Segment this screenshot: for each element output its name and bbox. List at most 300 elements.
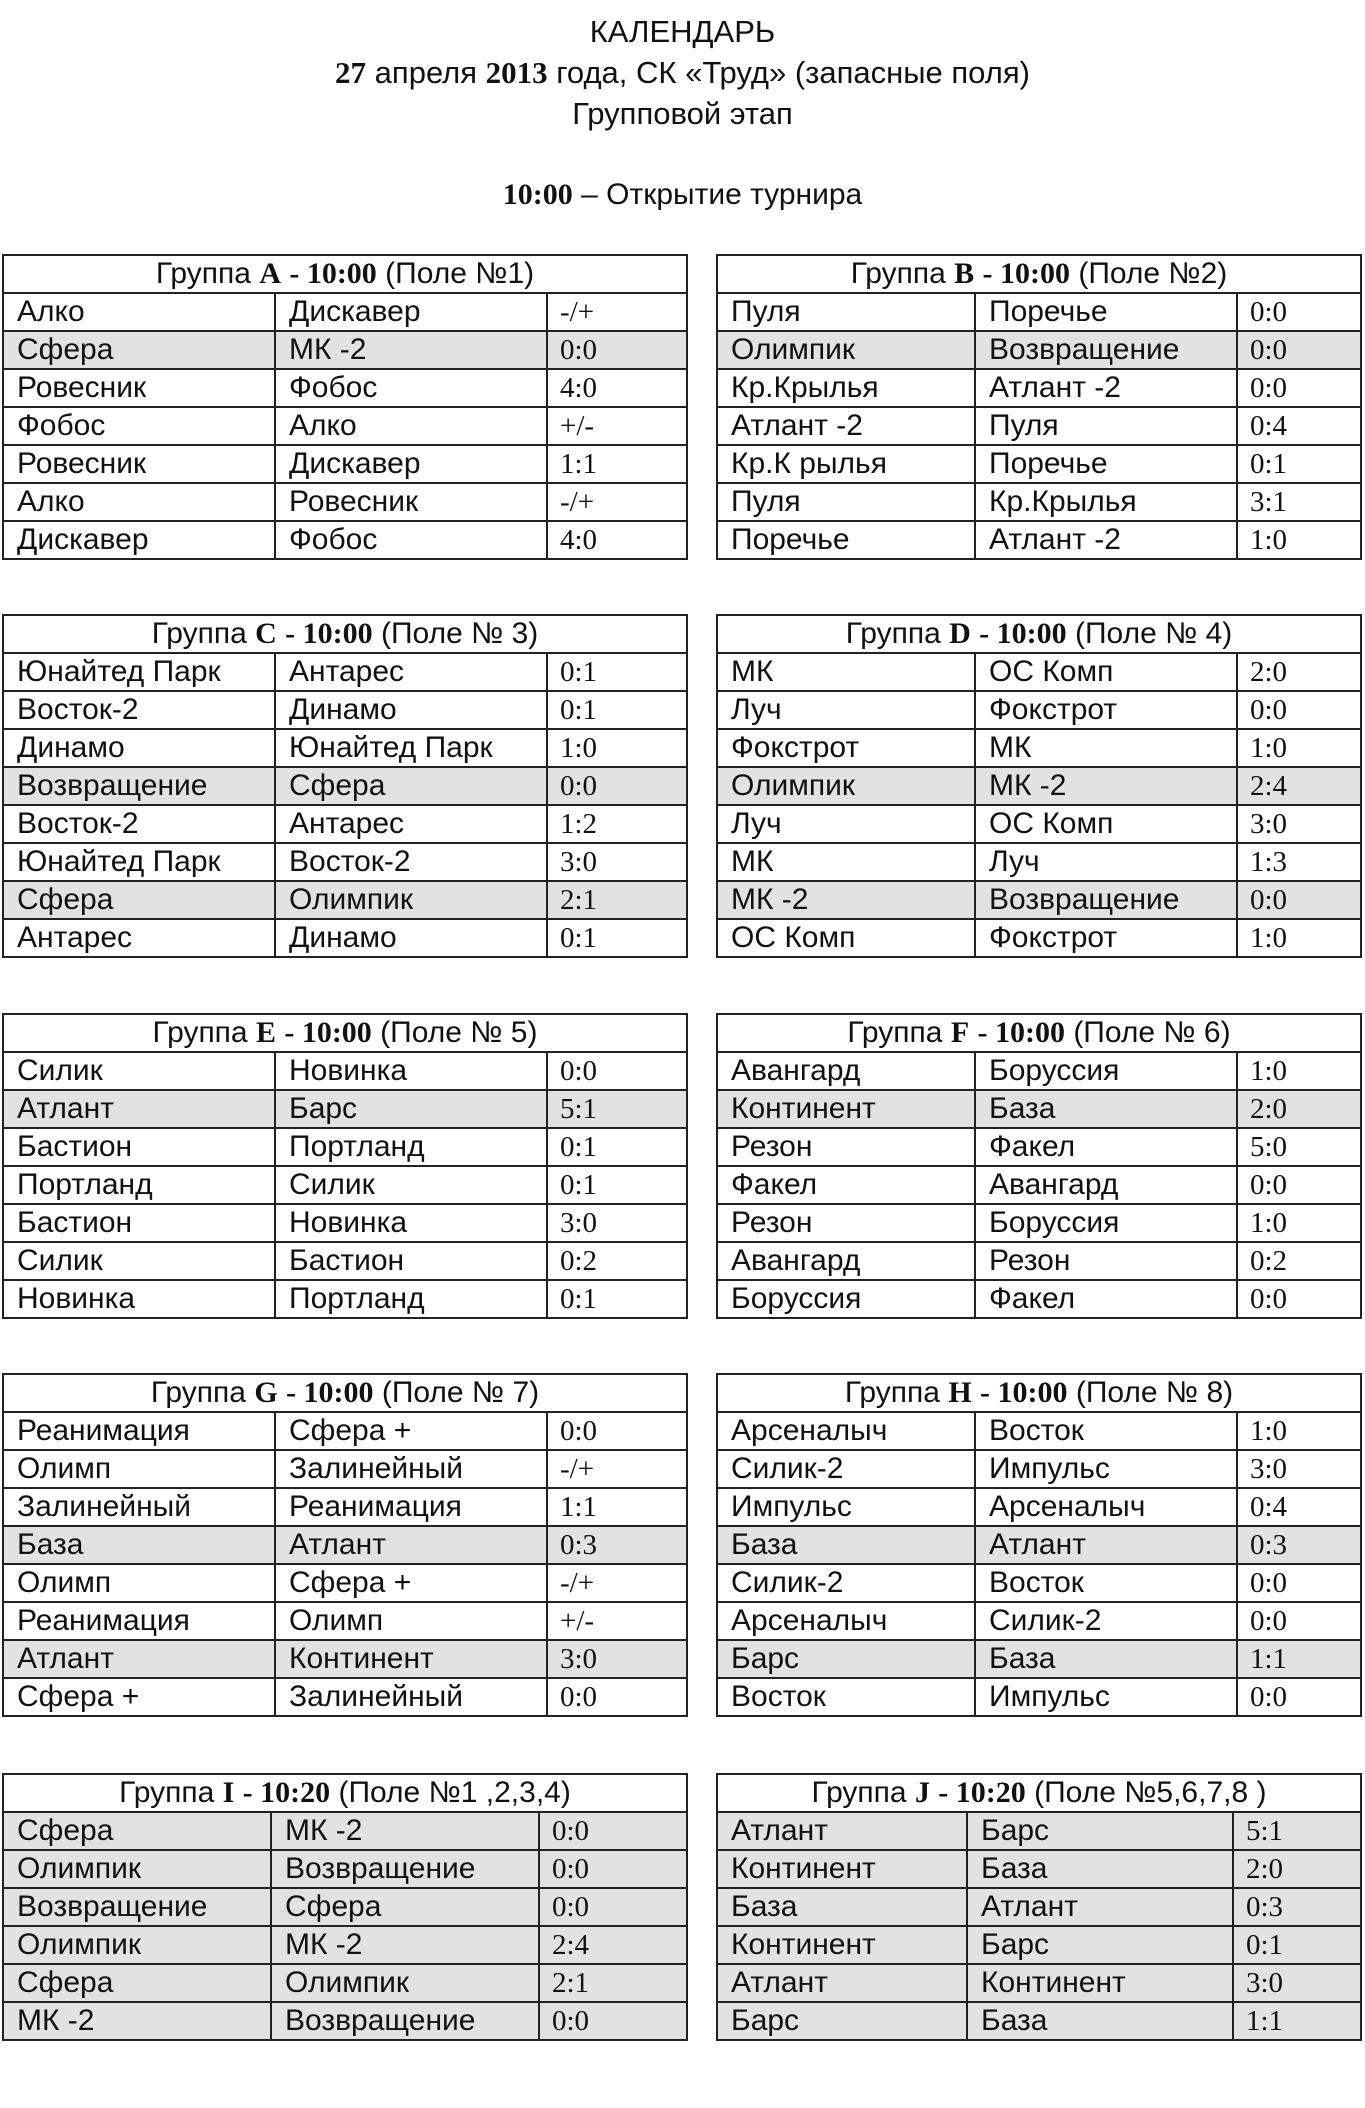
team-home-cell: Динамо <box>3 729 275 767</box>
match-row <box>3 1052 687 1090</box>
team-away-cell: Континент <box>967 1964 1233 2002</box>
score-cell: 0:0 <box>547 1412 687 1450</box>
team-home-cell: Бастион <box>3 1128 275 1166</box>
team-home-cell: Олимпик <box>717 331 975 369</box>
team-home-cell: Дискавер <box>3 521 275 559</box>
team-home-cell: Олимпик <box>717 767 975 805</box>
team-away-cell: Пуля <box>975 407 1237 445</box>
team-home-cell: Луч <box>717 805 975 843</box>
team-home-cell: Олимпик <box>3 1850 271 1888</box>
match-row <box>3 407 687 445</box>
match-row <box>717 1412 1361 1450</box>
score-cell: 0:0 <box>1237 293 1361 331</box>
team-away-cell: Новинка <box>275 1204 547 1242</box>
team-home-cell: Атлант <box>3 1640 275 1678</box>
match-row <box>717 767 1361 805</box>
team-home-cell: Ровесник <box>3 445 275 483</box>
match-row <box>717 919 1361 957</box>
group-table-b <box>716 254 1362 560</box>
team-away-cell: Дискавер <box>275 293 547 331</box>
group-table-e <box>2 1013 688 1319</box>
team-home-cell: МК -2 <box>717 881 975 919</box>
match-row <box>3 691 687 729</box>
team-away-cell: ОС Комп <box>975 805 1237 843</box>
score-cell: 0:0 <box>539 1888 687 1926</box>
score-cell: -/+ <box>547 1564 687 1602</box>
team-home-cell: Боруссия <box>717 1280 975 1318</box>
team-home-cell: Поречье <box>717 521 975 559</box>
team-away-cell: Возвращение <box>271 1850 539 1888</box>
match-row <box>3 653 687 691</box>
match-row <box>3 805 687 843</box>
score-cell: -/+ <box>547 293 687 331</box>
group-title <box>717 1014 1361 1052</box>
score-cell: 0:2 <box>547 1242 687 1280</box>
score-cell: -/+ <box>547 1450 687 1488</box>
group-prefix: Группа <box>151 617 247 650</box>
group-title <box>717 1374 1361 1412</box>
score-cell: 0:4 <box>1237 407 1361 445</box>
team-away-cell: Атлант -2 <box>975 521 1237 559</box>
match-row <box>717 843 1361 881</box>
group-table-d <box>716 614 1362 958</box>
team-away-cell: Восток <box>975 1564 1237 1602</box>
team-home-cell: Возвращение <box>3 1888 271 1926</box>
match-row <box>3 293 687 331</box>
team-home-cell: Атлант <box>717 1964 967 2002</box>
team-away-cell: Фокстрот <box>975 919 1237 957</box>
group-title <box>3 255 687 293</box>
team-home-cell: Портланд <box>3 1166 275 1204</box>
group-field: (Поле №2) <box>1078 257 1228 290</box>
team-home-cell: Барс <box>717 2002 967 2040</box>
score-cell: 0:1 <box>547 1166 687 1204</box>
match-row <box>3 1812 687 1850</box>
group-field: (Поле № 3) <box>380 617 539 650</box>
team-away-cell: Антарес <box>275 805 547 843</box>
group-time: - 10:00 <box>284 1016 372 1049</box>
score-cell: 0:0 <box>1237 1166 1361 1204</box>
team-away-cell: Восток <box>975 1412 1237 1450</box>
group-field: (Поле №1 ,2,3,4) <box>338 1776 571 1809</box>
score-cell: +/- <box>547 407 687 445</box>
score-cell: 5:0 <box>1237 1128 1361 1166</box>
team-away-cell: Залинейный <box>275 1450 547 1488</box>
group-letter: F <box>950 1016 970 1049</box>
team-away-cell: Динамо <box>275 691 547 729</box>
team-away-cell: Портланд <box>275 1280 547 1318</box>
match-row <box>3 1926 687 1964</box>
group-prefix: Группа <box>811 1776 907 1809</box>
match-row <box>3 919 687 957</box>
match-row <box>3 1412 687 1450</box>
team-home-cell: Сфера <box>3 1964 271 2002</box>
match-row <box>3 483 687 521</box>
score-cell: 5:1 <box>547 1090 687 1128</box>
group-title <box>717 255 1361 293</box>
team-home-cell: Континент <box>717 1926 967 1964</box>
match-row <box>717 331 1361 369</box>
score-cell: 2:4 <box>1237 767 1361 805</box>
team-away-cell: МК -2 <box>975 767 1237 805</box>
match-row <box>717 1850 1361 1888</box>
venue: года, СК «Труд» (запасные поля) <box>556 55 1030 90</box>
team-home-cell: Арсеналыч <box>717 1602 975 1640</box>
score-cell: 0:3 <box>1237 1526 1361 1564</box>
team-home-cell: Сфера + <box>3 1678 275 1716</box>
team-away-cell: Авангард <box>975 1166 1237 1204</box>
team-home-cell: Атлант <box>717 1812 967 1850</box>
match-row <box>3 1488 687 1526</box>
match-row <box>3 1964 687 2002</box>
team-home-cell: Ровесник <box>3 369 275 407</box>
score-cell: 3:1 <box>1237 483 1361 521</box>
team-away-cell: Боруссия <box>975 1052 1237 1090</box>
group-prefix: Группа <box>155 257 251 290</box>
match-row <box>717 1678 1361 1716</box>
team-home-cell: База <box>3 1526 275 1564</box>
match-row <box>3 1280 687 1318</box>
score-cell: 1:0 <box>1237 1052 1361 1090</box>
score-cell: 3:0 <box>1237 1450 1361 1488</box>
group-title <box>717 1774 1361 1812</box>
team-away-cell: База <box>975 1090 1237 1128</box>
score-cell: 1:1 <box>1233 2002 1361 2040</box>
team-away-cell: Факел <box>975 1128 1237 1166</box>
match-row <box>717 1526 1361 1564</box>
team-away-cell: Фокстрот <box>975 691 1237 729</box>
match-row <box>3 1526 687 1564</box>
group-field: (Поле № 6) <box>1073 1016 1231 1049</box>
group-table-j <box>716 1773 1362 2041</box>
team-away-cell: ОС Комп <box>975 653 1237 691</box>
match-row <box>717 1450 1361 1488</box>
team-away-cell: Кр.Крылья <box>975 483 1237 521</box>
group-table-g <box>2 1373 688 1717</box>
match-row <box>3 331 687 369</box>
score-cell: 3:0 <box>1233 1964 1361 2002</box>
score-cell: 3:0 <box>1237 805 1361 843</box>
team-away-cell: Резон <box>975 1242 1237 1280</box>
score-cell: 2:0 <box>1237 653 1361 691</box>
score-cell: 0:1 <box>547 691 687 729</box>
match-row <box>717 1280 1361 1318</box>
group-letter: I <box>222 1776 235 1809</box>
team-away-cell: Портланд <box>275 1128 547 1166</box>
score-cell: 1:1 <box>547 445 687 483</box>
group-table-i <box>2 1773 688 2041</box>
score-cell: 0:0 <box>547 767 687 805</box>
match-row <box>3 1602 687 1640</box>
score-cell: 0:0 <box>1237 1280 1361 1318</box>
group-table-a <box>2 254 688 560</box>
match-row <box>717 1602 1361 1640</box>
team-away-cell: Реанимация <box>275 1488 547 1526</box>
team-away-cell: Сфера + <box>275 1564 547 1602</box>
score-cell: 1:0 <box>1237 729 1361 767</box>
team-away-cell: МК -2 <box>271 1926 539 1964</box>
team-away-cell: База <box>967 2002 1233 2040</box>
score-cell: 5:1 <box>1233 1812 1361 1850</box>
group-prefix: Группа <box>152 1016 248 1049</box>
group-prefix: Группа <box>150 1376 246 1409</box>
match-row <box>3 1450 687 1488</box>
team-away-cell: Поречье <box>975 293 1237 331</box>
group-title <box>717 615 1361 653</box>
team-home-cell: Факел <box>717 1166 975 1204</box>
group-prefix: Группа <box>844 1376 940 1409</box>
team-home-cell: Возвращение <box>3 767 275 805</box>
match-row <box>3 445 687 483</box>
team-home-cell: Континент <box>717 1850 967 1888</box>
group-prefix: Группа <box>850 257 946 290</box>
opening-time: 10:00 <box>502 178 573 211</box>
team-away-cell: Арсеналыч <box>975 1488 1237 1526</box>
match-row <box>717 1128 1361 1166</box>
score-cell: 2:1 <box>547 881 687 919</box>
team-home-cell: Сфера <box>3 1812 271 1850</box>
score-cell: 4:0 <box>547 521 687 559</box>
group-time: - 10:00 <box>289 257 377 290</box>
team-away-cell: Возвращение <box>271 2002 539 2040</box>
score-cell: 0:0 <box>547 331 687 369</box>
team-home-cell: Пуля <box>717 483 975 521</box>
score-cell: 0:0 <box>547 1678 687 1716</box>
team-home-cell: Юнайтед Парк <box>3 653 275 691</box>
team-home-cell: Сфера <box>3 881 275 919</box>
team-home-cell: Пуля <box>717 293 975 331</box>
score-cell: 1:0 <box>1237 521 1361 559</box>
team-away-cell: Юнайтед Парк <box>275 729 547 767</box>
team-home-cell: Силик <box>3 1052 275 1090</box>
match-row <box>3 1888 687 1926</box>
score-cell: 3:0 <box>547 843 687 881</box>
match-row <box>717 445 1361 483</box>
team-home-cell: Юнайтед Парк <box>3 843 275 881</box>
team-home-cell: Фобос <box>3 407 275 445</box>
score-cell: 0:0 <box>539 1850 687 1888</box>
team-home-cell: Восток-2 <box>3 691 275 729</box>
score-cell: 1:1 <box>1237 1640 1361 1678</box>
match-row <box>3 1204 687 1242</box>
team-home-cell: Кр.Крылья <box>717 369 975 407</box>
match-row <box>3 767 687 805</box>
score-cell: 1:0 <box>1237 919 1361 957</box>
match-row <box>717 729 1361 767</box>
team-away-cell: Олимп <box>275 1602 547 1640</box>
group-table-f <box>716 1013 1362 1319</box>
group-field: (Поле №1) <box>385 257 535 290</box>
score-cell: 0:1 <box>547 1128 687 1166</box>
team-home-cell: Авангард <box>717 1052 975 1090</box>
group-time: - 10:20 <box>938 1776 1026 1809</box>
group-letter: D <box>949 617 971 650</box>
group-title <box>3 1014 687 1052</box>
score-cell: 2:0 <box>1237 1090 1361 1128</box>
team-away-cell: Боруссия <box>975 1204 1237 1242</box>
team-home-cell: Новинка <box>3 1280 275 1318</box>
team-away-cell: Бастион <box>275 1242 547 1280</box>
team-home-cell: Резон <box>717 1128 975 1166</box>
match-row <box>717 1640 1361 1678</box>
team-away-cell: Атлант -2 <box>975 369 1237 407</box>
team-away-cell: Дискавер <box>275 445 547 483</box>
match-row <box>3 1166 687 1204</box>
team-away-cell: Динамо <box>275 919 547 957</box>
match-row <box>3 369 687 407</box>
team-home-cell: Континент <box>717 1090 975 1128</box>
team-away-cell: Континент <box>275 1640 547 1678</box>
group-letter: B <box>954 257 975 290</box>
score-cell: 0:0 <box>1237 1678 1361 1716</box>
team-home-cell: Алко <box>3 293 275 331</box>
team-away-cell: База <box>975 1640 1237 1678</box>
match-row <box>717 293 1361 331</box>
match-row <box>3 1128 687 1166</box>
group-letter: C <box>255 617 277 650</box>
group-time: - 10:00 <box>979 617 1067 650</box>
date-day: 27 <box>335 55 367 90</box>
score-cell: 0:3 <box>547 1526 687 1564</box>
group-field: (Поле № 5) <box>380 1016 538 1049</box>
team-home-cell: ОС Комп <box>717 919 975 957</box>
team-home-cell: Силик-2 <box>717 1450 975 1488</box>
team-away-cell: Силик <box>275 1166 547 1204</box>
team-away-cell: Фобос <box>275 369 547 407</box>
team-home-cell: Олимп <box>3 1564 275 1602</box>
team-away-cell: Луч <box>975 843 1237 881</box>
team-home-cell: Восток-2 <box>3 805 275 843</box>
team-home-cell: Атлант -2 <box>717 407 975 445</box>
team-away-cell: Барс <box>275 1090 547 1128</box>
team-home-cell: Авангард <box>717 1242 975 1280</box>
team-away-cell: Сфера + <box>275 1412 547 1450</box>
team-home-cell: Силик-2 <box>717 1564 975 1602</box>
match-row <box>717 1242 1361 1280</box>
group-time: - 10:00 <box>286 1376 374 1409</box>
match-row <box>717 1888 1361 1926</box>
match-row <box>3 521 687 559</box>
team-away-cell: Олимпик <box>271 1964 539 2002</box>
team-away-cell: Атлант <box>975 1526 1237 1564</box>
team-home-cell: Реанимация <box>3 1412 275 1450</box>
team-home-cell: Фокстрот <box>717 729 975 767</box>
match-row <box>717 1964 1361 2002</box>
score-cell: 2:1 <box>539 1964 687 2002</box>
group-letter: G <box>254 1376 278 1409</box>
opening-text: – Открытие турнира <box>581 178 863 211</box>
group-title <box>3 1774 687 1812</box>
group-field: (Поле №5,6,7,8 ) <box>1034 1776 1267 1809</box>
score-cell: 0:0 <box>1237 1602 1361 1640</box>
score-cell: 0:0 <box>1237 691 1361 729</box>
match-row <box>717 1488 1361 1526</box>
match-row <box>717 1090 1361 1128</box>
group-field: (Поле № 8) <box>1075 1376 1234 1409</box>
team-home-cell: МК -2 <box>3 2002 271 2040</box>
match-row <box>3 2002 687 2040</box>
match-row <box>717 1926 1361 1964</box>
team-away-cell: Алко <box>275 407 547 445</box>
group-title <box>3 615 687 653</box>
team-home-cell: Олимп <box>3 1450 275 1488</box>
team-home-cell: Арсеналыч <box>717 1412 975 1450</box>
score-cell: 0:2 <box>1237 1242 1361 1280</box>
team-away-cell: Атлант <box>275 1526 547 1564</box>
team-home-cell: Атлант <box>3 1090 275 1128</box>
match-row <box>717 1204 1361 1242</box>
team-home-cell: Импульс <box>717 1488 975 1526</box>
team-away-cell: Ровесник <box>275 483 547 521</box>
team-home-cell: Силик <box>3 1242 275 1280</box>
group-letter: E <box>255 1016 276 1049</box>
team-home-cell: Сфера <box>3 331 275 369</box>
group-title <box>3 1374 687 1412</box>
team-away-cell: Залинейный <box>275 1678 547 1716</box>
group-letter: A <box>259 257 281 290</box>
score-cell: 0:1 <box>1233 1926 1361 1964</box>
group-field: (Поле № 7) <box>381 1376 540 1409</box>
match-row <box>3 729 687 767</box>
score-cell: 0:1 <box>1237 445 1361 483</box>
team-away-cell: Факел <box>975 1280 1237 1318</box>
match-row <box>717 2002 1361 2040</box>
match-row <box>717 1812 1361 1850</box>
score-cell: 1:0 <box>547 729 687 767</box>
match-row <box>3 1242 687 1280</box>
score-cell: 0:0 <box>547 1052 687 1090</box>
match-row <box>717 1166 1361 1204</box>
group-time: - 10:20 <box>242 1776 331 1809</box>
score-cell: 0:4 <box>1237 1488 1361 1526</box>
team-away-cell: МК -2 <box>275 331 547 369</box>
score-cell: 0:1 <box>547 653 687 691</box>
score-cell: 4:0 <box>547 369 687 407</box>
score-cell: 0:3 <box>1233 1888 1361 1926</box>
team-home-cell: Алко <box>3 483 275 521</box>
score-cell: 1:3 <box>1237 843 1361 881</box>
match-row <box>3 1564 687 1602</box>
team-home-cell: Кр.К рылья <box>717 445 975 483</box>
match-row <box>3 1090 687 1128</box>
group-table-c <box>2 614 688 958</box>
group-field: (Поле № 4) <box>1074 617 1233 650</box>
score-cell: 2:0 <box>1233 1850 1361 1888</box>
match-row <box>3 881 687 919</box>
team-home-cell: Олимпик <box>3 1926 271 1964</box>
match-row <box>717 1564 1361 1602</box>
team-away-cell: Возвращение <box>975 881 1237 919</box>
date-month: апреля <box>374 55 478 90</box>
team-home-cell: МК <box>717 653 975 691</box>
match-row <box>3 843 687 881</box>
score-cell: 0:1 <box>547 1280 687 1318</box>
team-home-cell: Залинейный <box>3 1488 275 1526</box>
group-time: - 10:00 <box>977 1016 1065 1049</box>
team-home-cell: Восток <box>717 1678 975 1716</box>
score-cell: 1:1 <box>547 1488 687 1526</box>
score-cell: 3:0 <box>547 1204 687 1242</box>
match-row <box>3 1640 687 1678</box>
score-cell: +/- <box>547 1602 687 1640</box>
team-home-cell: База <box>717 1888 967 1926</box>
group-prefix: Группа <box>119 1776 215 1809</box>
team-home-cell: Бастион <box>3 1204 275 1242</box>
doc-title: КАЛЕНДАРЬ <box>589 14 776 49</box>
team-away-cell: Импульс <box>975 1450 1237 1488</box>
team-home-cell: База <box>717 1526 975 1564</box>
team-away-cell: Новинка <box>275 1052 547 1090</box>
